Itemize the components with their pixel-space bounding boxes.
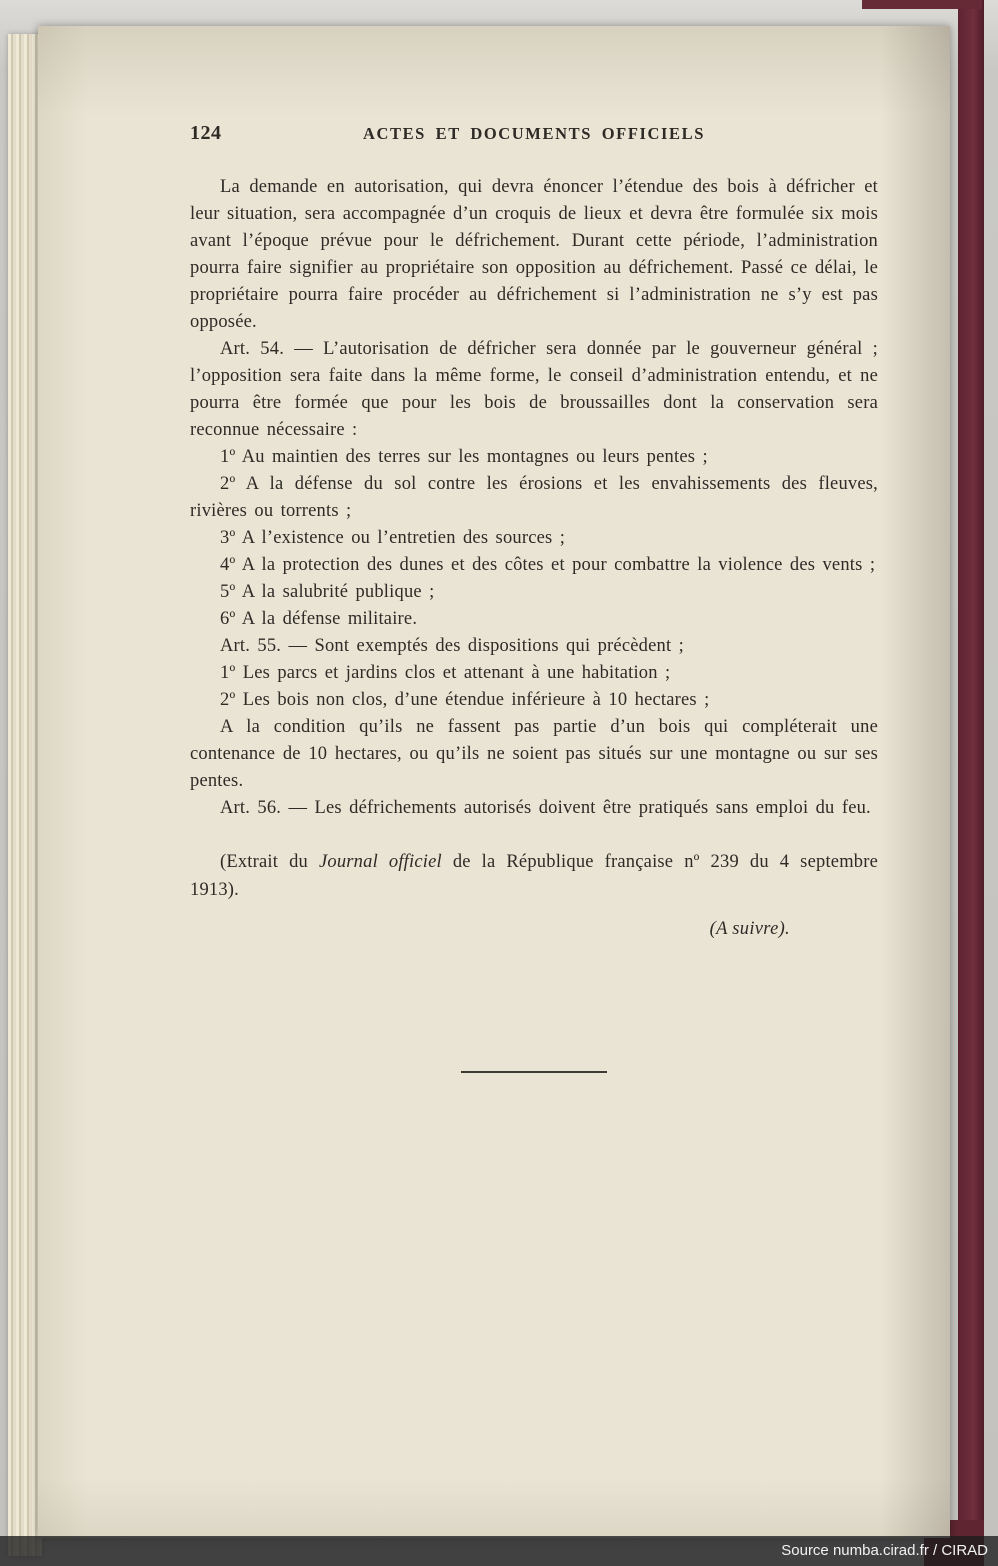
- paragraph: 5º A la salubrité publique ;: [220, 582, 435, 602]
- journal-citation: [190, 848, 878, 904]
- citation-prefix: (Extrait du: [220, 852, 319, 872]
- attribution-bar: [0, 1536, 998, 1566]
- book-cover-top: [862, 0, 982, 9]
- paragraph: La demande en autorisation, qui devra énoncer l’étendue des bois à défricher et leur situation, sera accompagnée d’un croquis de lieux et devra être formulée six mois avant l’époque prévue pour le défrichement. Durant cette période, l’administration pourra faire signifier au propriétaire son opposition au défrichement. Passé ce délai, le propriétaire pourra faire procéder au défrichement si l’administration ne s’y est pas opposée.: [190, 177, 878, 332]
- scan-page: [38, 26, 950, 1538]
- paragraph: 1º Les parcs et jardins clos et attenant à une habitation ;: [220, 663, 671, 683]
- citation-journal-title: Journal officiel: [318, 852, 442, 872]
- paragraph: 1º Au maintien des terres sur les montagnes ou leurs pentes ;: [220, 447, 708, 467]
- paragraph: Art. 54. — L’autorisation de défricher sera donnée par le gouverneur général ; l’opposition sera faite dans la même forme, le conseil d’administration entendu, et ne pourra être formée que pour les bois de broussailles dont la conservation sera reconnue nécessaire :: [190, 339, 878, 440]
- source-attribution: Source numba.cirad.fr / CIRAD: [781, 1542, 988, 1559]
- section-divider: [461, 1071, 607, 1073]
- paragraph: A la condition qu’ils ne fassent pas partie d’un bois qui compléterait une contenance de 10 hectares, ou qu’ils ne soient pas situés sur une montagne ou sur ses pentes.: [190, 717, 878, 791]
- paragraph: Art. 55. — Sont exemptés des dispositions qui précèdent ;: [220, 636, 684, 656]
- paragraph: 4º A la protection des dunes et des côtes et pour combattre la violence des vents ;: [220, 555, 876, 575]
- a-suivre-note: (A suivre).: [709, 919, 790, 939]
- paragraph: 6º A la défense militaire.: [220, 609, 418, 629]
- text-block: [190, 174, 878, 822]
- page-number: 124: [190, 122, 222, 144]
- book-page-edges: [8, 34, 42, 1556]
- paragraph: 2º Les bois non clos, d’une étendue inférieure à 10 hectares ;: [220, 690, 710, 710]
- paragraph: Art. 56. — Les défrichements autorisés doivent être pratiqués sans emploi du feu.: [220, 798, 871, 818]
- page-content: [190, 26, 878, 1073]
- citation-suffix: de la République française nº 239 du 4 septembre 1913).: [190, 852, 879, 900]
- paragraph: 3º A l’existence ou l’entretien des sources ;: [220, 528, 566, 548]
- running-header: ACTES ET DOCUMENTS OFFICIELS: [362, 124, 706, 143]
- paragraph: 2º A la défense du sol contre les érosions et les envahissements des fleuves, rivières ou torrents ;: [190, 474, 878, 521]
- book-spine: [958, 0, 984, 1566]
- page-header: [190, 122, 878, 148]
